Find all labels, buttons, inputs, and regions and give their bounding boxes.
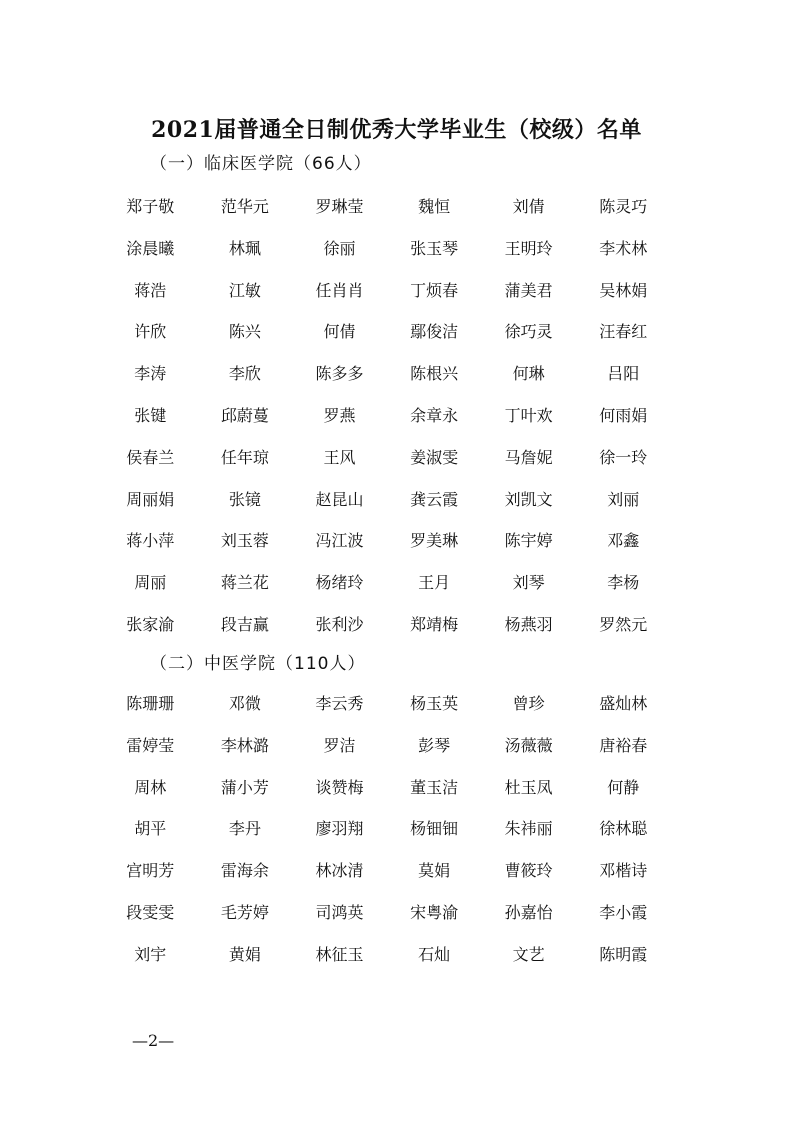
name-cell: 蒲美君 — [504, 280, 553, 300]
name-cell: 刘琴 — [512, 573, 545, 593]
name-cell: 杜玉凤 — [504, 777, 553, 797]
name-cell: 何静 — [607, 777, 640, 797]
name-cell: 杨玉英 — [410, 694, 459, 713]
name-cell: 丁叶欢 — [504, 405, 553, 425]
name-cell: 雷婷莹 — [126, 735, 175, 755]
name-cell: 罗燕 — [323, 405, 356, 425]
name-cell: 陈明霞 — [599, 944, 648, 964]
name-cell: 马詹妮 — [504, 447, 553, 467]
name-list-clinical-medicine — [103, 186, 671, 646]
name-cell: 侯春兰 — [126, 447, 175, 467]
name-cell: 杨钿钿 — [410, 819, 459, 839]
name-cell: 陈根兴 — [410, 364, 459, 384]
name-cell: 徐林聪 — [599, 819, 648, 839]
name-cell: 李小霞 — [599, 902, 648, 922]
name-cell: 罗洁 — [323, 735, 356, 755]
name-cell: 朱祎丽 — [504, 819, 553, 839]
name-cell: 郑子敬 — [126, 197, 175, 216]
name-cell: 江敏 — [228, 280, 261, 300]
name-cell: 何雨娟 — [599, 405, 648, 425]
name-cell: 宋粤渝 — [410, 902, 459, 922]
name-cell: 龚云霞 — [410, 489, 459, 509]
name-cell: 邓楷诗 — [599, 861, 648, 881]
name-list-chinese-medicine — [103, 683, 671, 976]
name-cell: 冯江波 — [315, 531, 364, 551]
name-cell: 任肖肖 — [315, 280, 364, 300]
name-cell: 林珮 — [228, 238, 261, 258]
name-cell: 罗美琳 — [410, 531, 459, 551]
name-cell: 曹筱玲 — [504, 861, 553, 881]
name-cell: 段吉赢 — [220, 614, 269, 634]
name-cell: 涂晨曦 — [126, 238, 175, 258]
name-cell: 鄢俊洁 — [410, 322, 459, 342]
name-cell: 周林 — [134, 777, 167, 797]
name-cell: 蒋兰花 — [220, 573, 269, 593]
name-cell: 李云秀 — [315, 694, 364, 713]
name-cell: 谈赞梅 — [315, 777, 364, 797]
name-cell: 罗琳莹 — [315, 197, 364, 216]
name-cell: 吕阳 — [607, 364, 640, 384]
name-cell: 陈多多 — [315, 364, 364, 384]
name-cell: 李欣 — [228, 364, 261, 384]
name-cell: 余章永 — [410, 405, 459, 425]
name-cell: 范华元 — [220, 197, 269, 216]
page-number: —2— — [132, 1031, 175, 1050]
name-cell: 莫娟 — [418, 861, 451, 881]
name-cell: 周丽 — [134, 573, 167, 593]
name-cell: 徐一玲 — [599, 447, 648, 467]
name-cell: 李涛 — [134, 364, 167, 384]
name-cell: 张利沙 — [315, 614, 364, 634]
name-cell: 彭琴 — [418, 735, 451, 755]
name-cell: 王明玲 — [504, 238, 553, 258]
name-cell: 杨燕羽 — [504, 614, 553, 634]
name-cell: 孙嘉怡 — [504, 902, 553, 922]
name-cell: 任年琼 — [220, 447, 269, 467]
name-cell: 蒋小萍 — [126, 531, 175, 551]
name-cell: 郑靖梅 — [410, 614, 459, 634]
name-cell: 刘凯文 — [504, 489, 553, 509]
name-cell: 董玉洁 — [410, 777, 459, 797]
name-cell: 毛芳婷 — [220, 902, 269, 922]
name-cell: 陈珊珊 — [126, 694, 175, 713]
name-cell: 文艺 — [512, 944, 545, 964]
name-cell: 姜淑雯 — [410, 447, 459, 467]
name-cell: 邓鑫 — [607, 531, 640, 551]
name-cell: 王风 — [323, 447, 356, 467]
name-cell: 李丹 — [228, 819, 261, 839]
name-cell: 陈宇婷 — [504, 531, 553, 551]
name-cell: 邓微 — [228, 694, 261, 713]
name-cell: 廖羽翔 — [315, 819, 364, 839]
name-cell: 林冰清 — [315, 861, 364, 881]
section-heading-clinical-medicine: （一）临床医学院（66人） — [150, 154, 372, 174]
name-cell: 黄娟 — [228, 944, 261, 964]
name-cell: 刘丽 — [607, 489, 640, 509]
name-cell: 石灿 — [418, 944, 451, 964]
name-cell: 雷海余 — [220, 861, 269, 881]
name-cell: 罗然元 — [599, 614, 648, 634]
name-cell: 魏恒 — [418, 197, 451, 216]
name-cell: 司鸿英 — [315, 902, 364, 922]
name-cell: 何倩 — [323, 322, 356, 342]
name-cell: 刘倩 — [512, 197, 545, 216]
name-cell: 刘宇 — [134, 944, 167, 964]
name-cell: 宫明芳 — [126, 861, 175, 881]
name-cell: 唐裕春 — [599, 735, 648, 755]
name-cell: 汪春红 — [599, 322, 648, 342]
name-cell: 杨绪玲 — [315, 573, 364, 593]
name-cell: 陈灵巧 — [599, 197, 648, 216]
name-cell: 张镜 — [228, 489, 261, 509]
name-cell: 周丽娟 — [126, 489, 175, 509]
name-cell: 吴林娟 — [599, 280, 648, 300]
name-cell: 王月 — [418, 573, 451, 593]
section-heading-chinese-medicine: （二）中医学院（110人） — [150, 654, 366, 674]
name-cell: 徐巧灵 — [504, 322, 553, 342]
name-cell: 张玉琴 — [410, 238, 459, 258]
name-cell: 蒋浩 — [134, 280, 167, 300]
name-cell: 丁烦春 — [410, 280, 459, 300]
name-cell: 盛灿林 — [599, 694, 648, 713]
name-cell: 张键 — [134, 405, 167, 425]
name-cell: 李林潞 — [220, 735, 269, 755]
name-cell: 李杨 — [607, 573, 640, 593]
name-cell: 林征玉 — [315, 944, 364, 964]
name-cell: 陈兴 — [228, 322, 261, 342]
name-cell: 胡平 — [134, 819, 167, 839]
name-cell: 刘玉蓉 — [220, 531, 269, 551]
name-cell: 张家渝 — [126, 614, 175, 634]
name-cell: 段雯雯 — [126, 902, 175, 922]
name-cell: 汤薇薇 — [504, 735, 553, 755]
name-cell: 曾珍 — [512, 694, 545, 713]
name-cell: 何琳 — [512, 364, 545, 384]
name-cell: 邱蔚蔓 — [220, 405, 269, 425]
name-cell: 徐丽 — [323, 238, 356, 258]
name-cell: 蒲小芳 — [220, 777, 269, 797]
name-cell: 赵昆山 — [315, 489, 364, 509]
document-title: 2021届普通全日制优秀大学毕业生（校级）名单 — [151, 117, 642, 143]
name-cell: 李术林 — [599, 238, 648, 258]
name-cell: 许欣 — [134, 322, 167, 342]
